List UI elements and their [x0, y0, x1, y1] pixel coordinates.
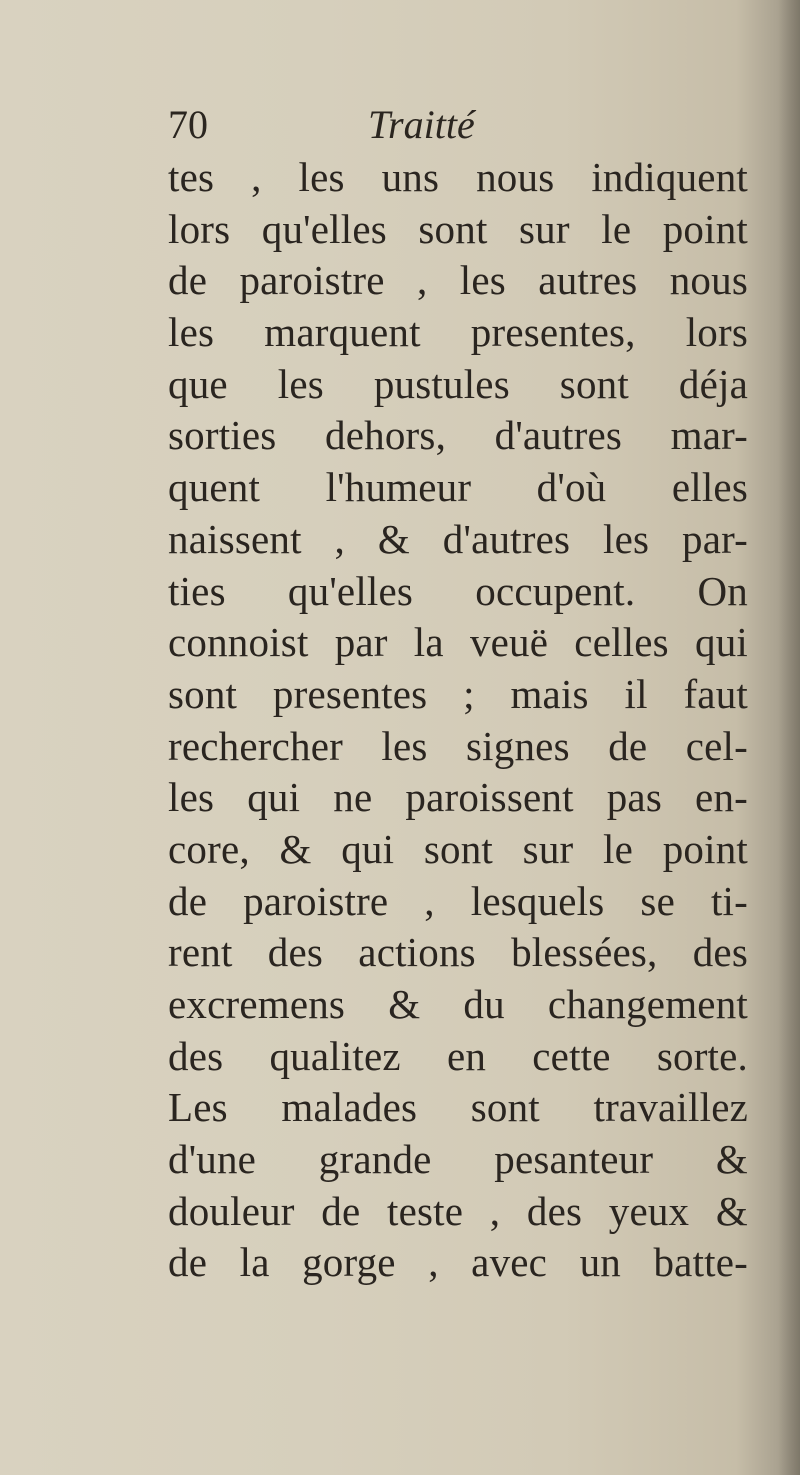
text-line: rent des actions blessées, des: [168, 929, 748, 976]
text-line: Les malades sont travaillez: [168, 1084, 748, 1131]
text-line: connoist par la veuë celles qui: [168, 619, 748, 666]
text-line: de paroistre , les autres nous: [168, 257, 748, 304]
page-gutter-shadow: [778, 0, 800, 1475]
text-line: excremens & du changement: [168, 981, 748, 1027]
body-text: [168, 152, 748, 1289]
text-line: douleur de teste , des yeux &: [168, 1187, 748, 1234]
text-line: des qualitez en cette sorte.: [168, 1032, 748, 1079]
text-line: rechercher les signes de cel-: [168, 722, 748, 769]
text-line: lors qu'elles sont sur le point: [168, 205, 748, 252]
running-title: Traitté: [368, 102, 475, 147]
text-line: de la gorge , avec un batte-: [168, 1239, 748, 1286]
page-header: [168, 100, 728, 150]
page-number: 70: [168, 102, 208, 147]
text-line: core, & qui sont sur le point: [168, 825, 748, 872]
text-line: naissent , & d'autres les par-: [168, 515, 748, 562]
text-line: les marquent presentes, lors: [168, 309, 748, 356]
text-line: sorties dehors, d'autres mar-: [168, 412, 748, 459]
text-line: tes , les uns nous indiquent: [168, 154, 748, 200]
text-line: quent l'humeur d'où elles: [168, 464, 748, 511]
text-line: ties qu'elles occupent. On: [168, 567, 748, 614]
text-line: d'une grande pesanteur &: [168, 1136, 748, 1183]
text-line: les qui ne paroissent pas en-: [168, 774, 748, 821]
text-line: que les pustules sont déja: [168, 360, 748, 407]
text-line: de paroistre , lesquels se ti-: [168, 877, 748, 924]
text-line: sont presentes ; mais il faut: [168, 670, 748, 717]
